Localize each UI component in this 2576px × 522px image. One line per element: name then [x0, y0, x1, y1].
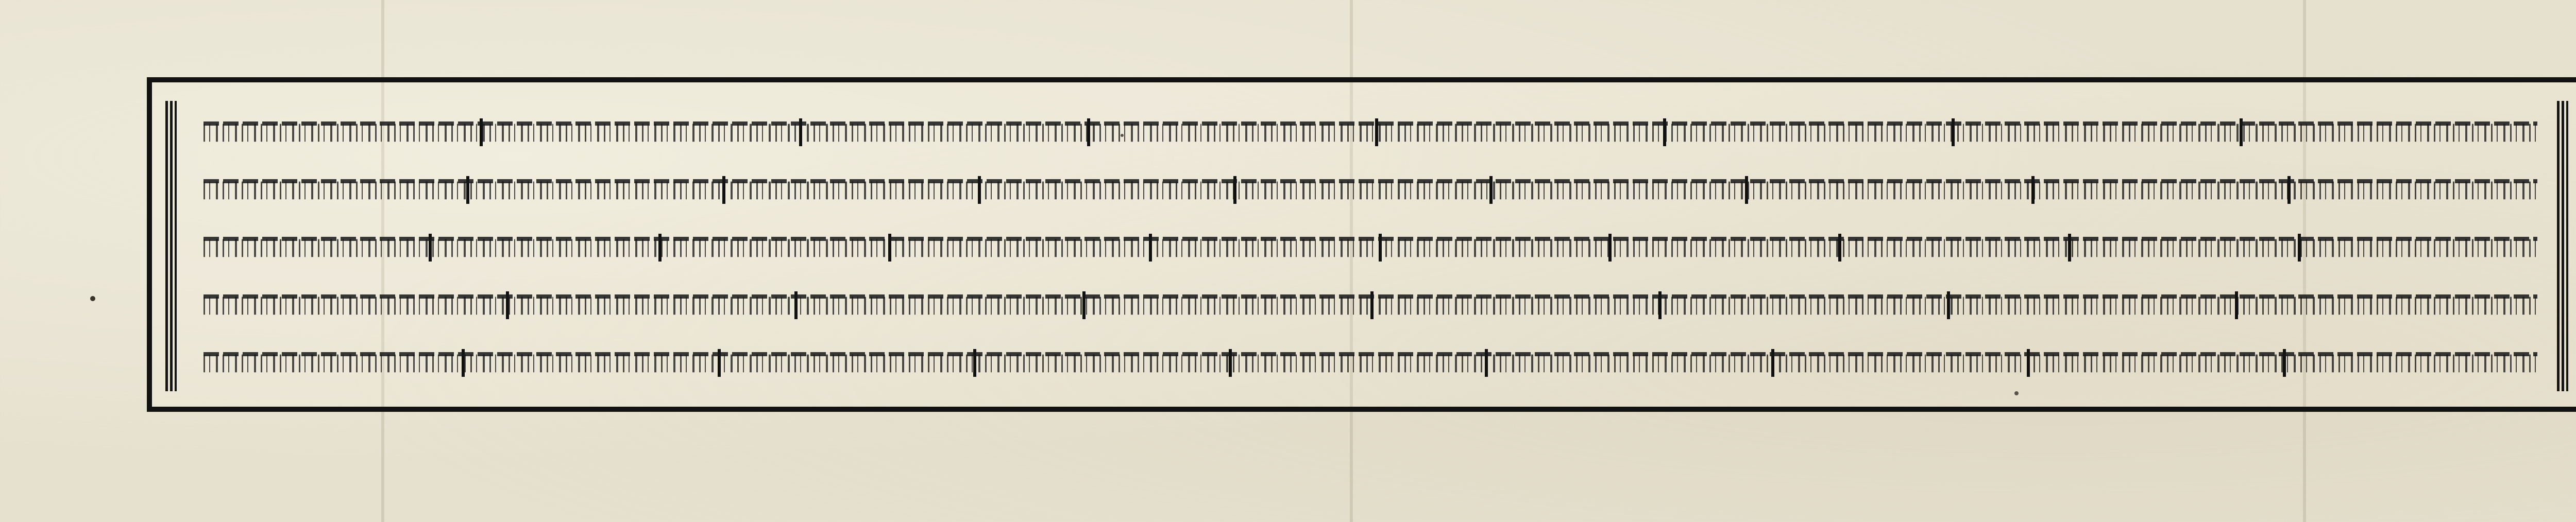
- tibetan-text: [204, 346, 2537, 379]
- ink-speck: [90, 296, 95, 301]
- shad-mark: [888, 234, 891, 262]
- shad-mark: [2283, 349, 2286, 377]
- shad-mark: [722, 176, 725, 204]
- shad-mark: [466, 176, 469, 204]
- tibetan-text: [204, 288, 2537, 321]
- text-block: [204, 103, 2537, 391]
- shad-mark: [462, 349, 465, 377]
- shad-mark: [1663, 118, 1666, 146]
- shad-mark: [1838, 234, 1841, 262]
- shad-mark: [1149, 234, 1152, 262]
- shad-mark: [2031, 176, 2035, 204]
- shad-mark: [2027, 349, 2030, 377]
- text-line-5: [204, 334, 2537, 391]
- tibetan-text: [204, 231, 2537, 264]
- shad-mark: [480, 118, 483, 146]
- shad-mark: [2235, 291, 2238, 319]
- shad-mark: [1489, 176, 1493, 204]
- shad-mark: [1087, 118, 1090, 146]
- shad-mark: [1082, 291, 1086, 319]
- shad-mark: [2068, 234, 2071, 262]
- shad-mark: [1229, 349, 1232, 377]
- tibetan-text: [204, 173, 2537, 206]
- shad-mark: [1745, 176, 1748, 204]
- shad-mark: [506, 291, 509, 319]
- shad-mark: [973, 349, 976, 377]
- shad-mark: [1952, 118, 1955, 146]
- shad-mark: [1608, 234, 1612, 262]
- shad-mark: [718, 349, 721, 377]
- shad-mark: [978, 176, 981, 204]
- shad-mark: [1485, 349, 1488, 377]
- folio-frame: [147, 77, 2576, 412]
- text-line-3: [204, 218, 2537, 276]
- shad-mark: [1370, 291, 1374, 319]
- left-margin-rule: [165, 101, 177, 391]
- shad-mark: [429, 234, 432, 262]
- text-line-4: [204, 276, 2537, 334]
- shad-mark: [2298, 234, 2301, 262]
- shad-mark: [1375, 118, 1378, 146]
- right-margin-rule: [2557, 101, 2568, 391]
- text-line-1: [204, 103, 2537, 161]
- tibetan-text: [204, 115, 2537, 148]
- shad-mark: [794, 291, 798, 319]
- shad-mark: [1233, 176, 1236, 204]
- shad-mark: [1658, 291, 1662, 319]
- shad-mark: [1771, 349, 1774, 377]
- shad-mark: [2240, 118, 2243, 146]
- shad-mark: [1947, 291, 1950, 319]
- shad-mark: [2287, 176, 2291, 204]
- shad-mark: [1379, 234, 1382, 262]
- text-line-2: [204, 161, 2537, 218]
- shad-mark: [799, 118, 802, 146]
- shad-mark: [658, 234, 662, 262]
